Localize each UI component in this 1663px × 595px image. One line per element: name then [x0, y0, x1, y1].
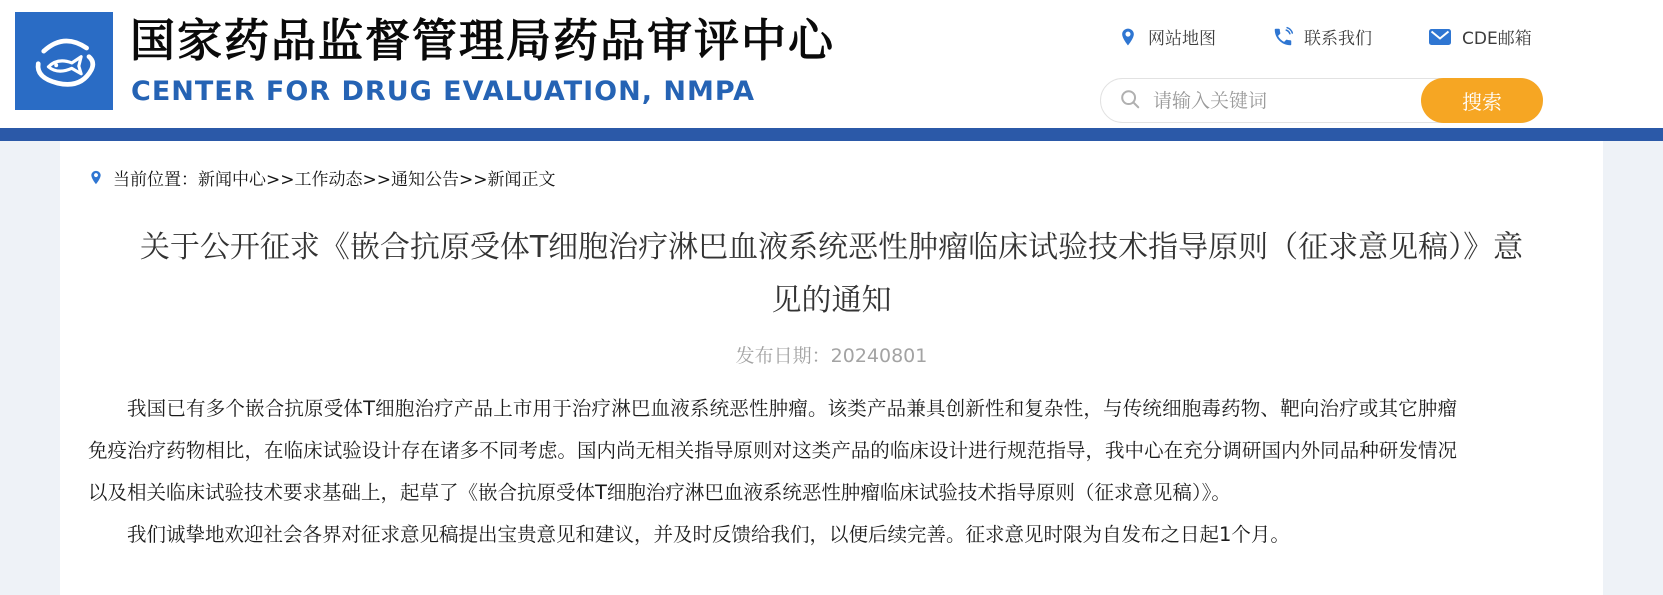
- breadcrumb: [60, 141, 1603, 190]
- phone-icon: [1272, 26, 1294, 48]
- link-site-map-label: 网站地图: [1148, 29, 1216, 49]
- publish-date: 发布日期：20240801: [735, 345, 928, 367]
- search-bar: [1100, 78, 1543, 123]
- article-paragraph: 我们诚挚地欢迎社会各界对征求意见稿提出宝贵意见和建议，并及时反馈给我们，以便后续完善。征求意见时限为自发布之日起1个月。: [127, 523, 1290, 546]
- cde-logo[interactable]: [15, 12, 113, 110]
- article-body: [88, 388, 1457, 556]
- link-contact-us-label: 联系我们: [1304, 29, 1372, 49]
- mail-icon: [1428, 27, 1452, 47]
- fish-emblem-icon: [25, 20, 103, 102]
- search-button[interactable]: 搜索: [1421, 78, 1543, 123]
- link-cde-mail[interactable]: [1428, 24, 1532, 49]
- article-title: 关于公开征求《嵌合抗原受体T细胞治疗淋巴血液系统恶性肿瘤临床试验技术指导原则（征求意见稿）》意见的通知: [139, 230, 1524, 318]
- site-header: [0, 0, 1663, 128]
- breadcrumb-path[interactable]: 当前位置：新闻中心>>工作动态>>通知公告>>新闻正文: [113, 170, 556, 190]
- link-contact-us[interactable]: [1272, 24, 1372, 49]
- site-title-cn: 国家药品监督管理局药品审评中心: [130, 14, 836, 67]
- link-site-map[interactable]: [1118, 24, 1216, 49]
- article-card: [60, 141, 1603, 595]
- article-paragraph: 我国已有多个嵌合抗原受体T细胞治疗产品上市用于治疗淋巴血液系统恶性肿瘤。该类产品兼具创新性和复杂性，与传统细胞毒药物、靶向治疗或其它肿瘤免疫治疗药物相比，在临床试验设计存在诸多不同考虑。国内尚无相关指导原则对这类产品的临床设计进行规范指导，我中心在充分调研国内外同品种研发情况以及相关临床试验技术要求基础上，起草了《嵌合抗原受体T细胞治疗淋巴血液系统恶性肿瘤临床试验技术指导原则（征求意见稿）》。: [88, 397, 1457, 504]
- location-pin-icon: [88, 167, 104, 188]
- search-input[interactable]: [1141, 90, 1421, 112]
- search-icon: [1119, 88, 1141, 114]
- blue-divider-bar: [0, 128, 1663, 141]
- location-pin-icon: [1118, 25, 1138, 49]
- link-cde-mail-label: CDE邮箱: [1462, 29, 1532, 49]
- site-title-en: CENTER FOR DRUG EVALUATION, NMPA: [131, 76, 756, 107]
- header-utility-links: [1118, 24, 1532, 49]
